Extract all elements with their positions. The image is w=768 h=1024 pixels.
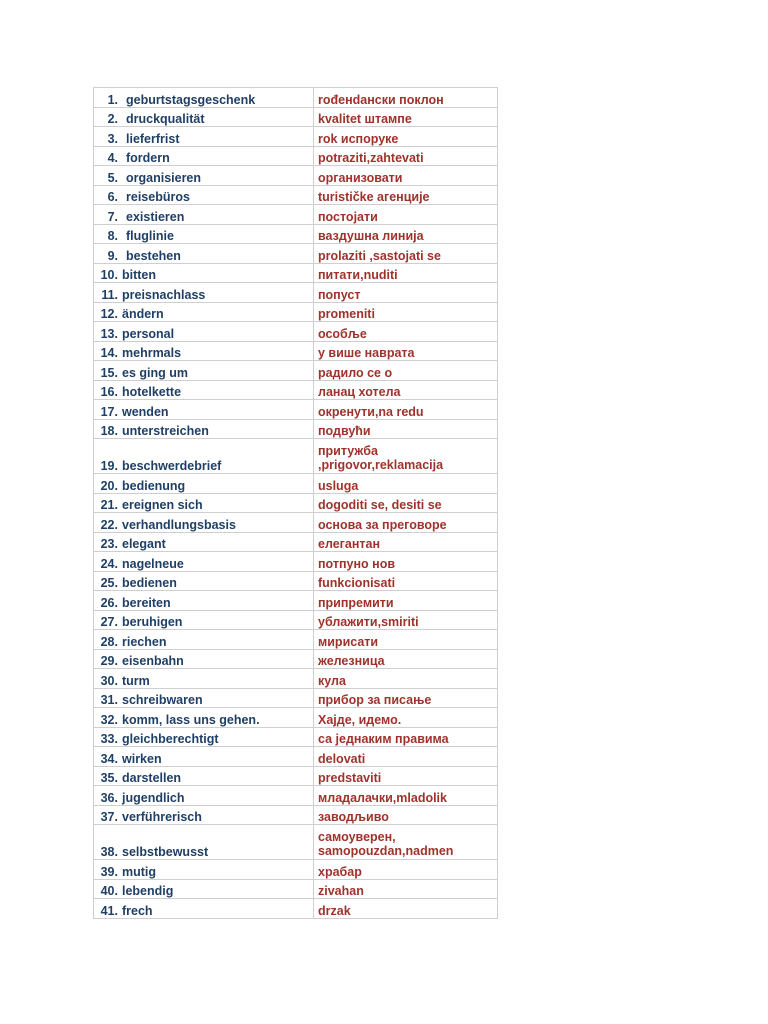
table-row xyxy=(94,474,498,494)
serbian-translation: постојати xyxy=(318,209,378,224)
row-number: 35. xyxy=(100,771,118,785)
german-word: geburtstagsgeschenk xyxy=(126,92,256,107)
german-word-cell xyxy=(94,439,314,474)
serbian-translation-cell xyxy=(314,224,498,244)
serbian-translation: мирисати xyxy=(318,634,379,649)
row-number: 25. xyxy=(100,576,118,590)
row-number: 16. xyxy=(100,385,118,399)
serbian-translation-cell xyxy=(314,283,498,303)
german-word: lieferfrist xyxy=(126,131,180,146)
row-number: 27. xyxy=(100,615,118,629)
serbian-translation-cell xyxy=(314,380,498,400)
serbian-translation-cell xyxy=(314,825,498,860)
german-word: verhandlungsbasis xyxy=(122,517,236,532)
german-word-cell xyxy=(94,224,314,244)
table-row xyxy=(94,532,498,552)
table-row xyxy=(94,146,498,166)
serbian-translation-cell xyxy=(314,513,498,533)
german-word-cell xyxy=(94,166,314,186)
serbian-translation: елегантан xyxy=(318,537,381,551)
german-word: es ging um xyxy=(122,365,188,380)
serbian-translation-cell xyxy=(314,341,498,361)
german-word-cell xyxy=(94,552,314,572)
serbian-translation: у више наврата xyxy=(318,346,415,360)
row-number: 28. xyxy=(100,634,118,649)
serbian-translation: организовати xyxy=(318,170,403,185)
table-row xyxy=(94,205,498,225)
german-word: mehrmals xyxy=(122,346,182,360)
table-row xyxy=(94,263,498,283)
german-word-cell xyxy=(94,649,314,669)
serbian-translation-cell xyxy=(314,361,498,381)
serbian-translation: usluga xyxy=(318,478,359,493)
serbian-translation: особље xyxy=(318,326,367,341)
row-number: 34. xyxy=(100,751,118,766)
serbian-translation-cell xyxy=(314,899,498,919)
german-word: personal xyxy=(122,326,175,341)
serbian-translation: Хајде, идемо. xyxy=(318,712,402,727)
table-row xyxy=(94,224,498,244)
table-row xyxy=(94,708,498,728)
serbian-translation-cell xyxy=(314,591,498,611)
table-row xyxy=(94,419,498,439)
table-row xyxy=(94,879,498,899)
table-row xyxy=(94,860,498,880)
serbian-translation: dogoditi se, desiti se xyxy=(318,498,442,512)
german-word: nagelneue xyxy=(122,556,184,571)
serbian-translation: predstaviti xyxy=(318,771,382,785)
row-number: 15. xyxy=(100,365,118,380)
table-row xyxy=(94,727,498,747)
german-word: reisebüros xyxy=(126,190,190,204)
serbian-translation: младалачки,mladolik xyxy=(318,790,447,805)
row-number: 9. xyxy=(107,248,118,263)
serbian-translation-cell xyxy=(314,688,498,708)
row-number: 32. xyxy=(100,712,118,727)
serbian-translation: delovati xyxy=(318,751,366,766)
table-row xyxy=(94,591,498,611)
serbian-translation: ублажити,smiriti xyxy=(318,615,419,629)
german-word-cell xyxy=(94,185,314,205)
german-word: riechen xyxy=(122,634,167,649)
german-word: selbstbewusst xyxy=(122,845,209,859)
german-word: gleichberechtigt xyxy=(122,732,219,746)
serbian-translation-cell xyxy=(314,552,498,572)
serbian-translation-cell xyxy=(314,146,498,166)
row-number: 29. xyxy=(100,654,118,668)
serbian-translation-cell xyxy=(314,127,498,147)
german-word-cell xyxy=(94,630,314,650)
table-row xyxy=(94,786,498,806)
row-number: 21. xyxy=(100,498,118,512)
german-word: bedienen xyxy=(122,576,177,590)
row-number: 12. xyxy=(100,307,118,321)
serbian-translation-cell xyxy=(314,669,498,689)
german-word-cell xyxy=(94,127,314,147)
german-word-cell xyxy=(94,727,314,747)
serbian-translation-cell xyxy=(314,185,498,205)
german-word-cell xyxy=(94,419,314,439)
german-word: organisieren xyxy=(126,170,202,185)
row-number: 6. xyxy=(107,190,118,204)
serbian-translation-cell xyxy=(314,493,498,513)
table-row xyxy=(94,493,498,513)
row-number: 30. xyxy=(100,673,118,688)
serbian-translation-cell xyxy=(314,532,498,552)
german-word: unterstreichen xyxy=(122,424,209,438)
german-word-cell xyxy=(94,205,314,225)
row-number: 14. xyxy=(100,346,118,360)
german-word: komm, lass uns gehen. xyxy=(122,712,260,727)
serbian-translation-cell xyxy=(314,630,498,650)
german-word-cell xyxy=(94,244,314,264)
german-word-cell xyxy=(94,88,314,108)
german-word-cell xyxy=(94,879,314,899)
row-number: 10. xyxy=(100,268,118,282)
row-number: 31. xyxy=(100,693,118,707)
german-word: bereiten xyxy=(122,595,171,610)
row-number: 38. xyxy=(100,845,118,859)
german-word-cell xyxy=(94,688,314,708)
german-word-cell xyxy=(94,747,314,767)
serbian-translation: окренути,na redu xyxy=(318,404,424,419)
row-number: 5. xyxy=(107,170,118,185)
serbian-translation: храбар xyxy=(318,864,362,879)
table-row xyxy=(94,302,498,322)
serbian-translation-cell xyxy=(314,419,498,439)
serbian-translation-cell xyxy=(314,860,498,880)
serbian-translation: основа за преговоре xyxy=(318,517,447,532)
serbian-translation: ваздушна линија xyxy=(318,229,424,243)
table-row xyxy=(94,283,498,303)
table-row xyxy=(94,400,498,420)
serbian-translation: kvalitet штампе xyxy=(318,112,412,126)
german-word: eisenbahn xyxy=(122,654,184,668)
table-row xyxy=(94,513,498,533)
vocabulary-table-body xyxy=(94,88,498,919)
serbian-translation-cell xyxy=(314,107,498,127)
table-row xyxy=(94,805,498,825)
row-number: 36. xyxy=(100,790,118,805)
german-word-cell xyxy=(94,805,314,825)
row-number: 2. xyxy=(107,112,118,126)
row-number: 7. xyxy=(107,209,118,224)
german-word-cell xyxy=(94,669,314,689)
table-row xyxy=(94,185,498,205)
german-word: bitten xyxy=(122,268,157,282)
table-row xyxy=(94,322,498,342)
row-number: 33. xyxy=(100,732,118,746)
german-word: hotelkette xyxy=(122,385,182,399)
serbian-translation: кула xyxy=(318,673,346,688)
german-word: verführerisch xyxy=(122,810,202,824)
serbian-translation: радило се о xyxy=(318,365,393,380)
german-word: frech xyxy=(122,903,153,918)
german-word-cell xyxy=(94,474,314,494)
german-word: jugendlich xyxy=(122,790,185,805)
serbian-translation: potraziti,zahtevati xyxy=(318,151,424,165)
german-word: darstellen xyxy=(122,771,182,785)
table-row xyxy=(94,571,498,591)
german-word-cell xyxy=(94,107,314,127)
serbian-translation: подвући xyxy=(318,424,371,438)
serbian-translation-cell xyxy=(314,439,498,474)
vocabulary-table xyxy=(93,87,498,919)
row-number: 17. xyxy=(100,404,118,419)
serbian-translation-cell xyxy=(314,244,498,264)
serbian-translation: потпуно нов xyxy=(318,556,396,571)
german-word-cell xyxy=(94,341,314,361)
serbian-translation: rođенdански поклон xyxy=(318,92,444,107)
serbian-translation: prolaziti ,sastojati se xyxy=(318,248,441,263)
serbian-translation: са једнаким правима xyxy=(318,732,449,746)
table-row xyxy=(94,688,498,708)
row-number: 23. xyxy=(100,537,118,551)
row-number: 13. xyxy=(100,326,118,341)
serbian-translation-cell xyxy=(314,786,498,806)
serbian-translation-cell xyxy=(314,610,498,630)
serbian-translation: прибор за писање xyxy=(318,693,432,707)
serbian-translation: promeniti xyxy=(318,307,375,321)
table-row xyxy=(94,649,498,669)
serbian-translation: funkcionisati xyxy=(318,576,396,590)
german-word: preisnachlass xyxy=(122,287,206,302)
table-row xyxy=(94,166,498,186)
row-number: 41. xyxy=(100,903,118,918)
german-word: lebendig xyxy=(122,884,174,898)
german-word-cell xyxy=(94,513,314,533)
serbian-translation-cell xyxy=(314,805,498,825)
serbian-translation: заводљиво xyxy=(318,810,389,824)
table-row xyxy=(94,439,498,474)
german-word-cell xyxy=(94,860,314,880)
row-number: 1. xyxy=(107,92,118,107)
german-word-cell xyxy=(94,532,314,552)
serbian-translation-cell xyxy=(314,766,498,786)
german-word: bestehen xyxy=(126,248,181,263)
serbian-translation: rok испоруке xyxy=(318,131,399,146)
german-word-cell xyxy=(94,708,314,728)
row-number: 11. xyxy=(101,287,118,302)
serbian-translation-cell xyxy=(314,400,498,420)
german-word: wirken xyxy=(122,751,162,766)
row-number: 4. xyxy=(107,151,118,165)
table-row xyxy=(94,630,498,650)
german-word-cell xyxy=(94,786,314,806)
row-number: 39. xyxy=(100,864,118,879)
row-number: 24. xyxy=(100,556,118,571)
table-row xyxy=(94,552,498,572)
row-number: 19. xyxy=(100,459,118,473)
serbian-translation-cell xyxy=(314,649,498,669)
row-number: 8. xyxy=(107,229,118,243)
row-number: 22. xyxy=(100,517,118,532)
german-word: fluglinie xyxy=(126,229,174,243)
serbian-translation-cell xyxy=(314,205,498,225)
german-word-cell xyxy=(94,283,314,303)
table-row xyxy=(94,380,498,400)
serbian-translation: самоуверен, samopouzdan,nadmen xyxy=(318,830,454,858)
german-word: fordern xyxy=(126,151,170,165)
serbian-translation-cell xyxy=(314,302,498,322)
table-row xyxy=(94,244,498,264)
german-word: existieren xyxy=(126,209,185,224)
serbian-translation: turističke агенције xyxy=(318,190,430,204)
serbian-translation: zivahan xyxy=(318,884,364,898)
german-word-cell xyxy=(94,571,314,591)
german-word-cell xyxy=(94,400,314,420)
serbian-translation-cell xyxy=(314,263,498,283)
serbian-translation-cell xyxy=(314,708,498,728)
german-word: wenden xyxy=(122,404,169,419)
german-word-cell xyxy=(94,610,314,630)
german-word-cell xyxy=(94,263,314,283)
german-word: bedienung xyxy=(122,478,186,493)
german-word-cell xyxy=(94,361,314,381)
german-word: ereignen sich xyxy=(122,498,203,512)
serbian-translation: притужба ,prigovor,reklamacija xyxy=(318,444,444,472)
german-word-cell xyxy=(94,380,314,400)
row-number: 18. xyxy=(100,424,118,438)
serbian-translation: припремити xyxy=(318,595,394,610)
serbian-translation-cell xyxy=(314,571,498,591)
table-row xyxy=(94,747,498,767)
row-number: 40. xyxy=(100,884,118,898)
serbian-translation-cell xyxy=(314,322,498,342)
row-number: 3. xyxy=(107,131,118,146)
german-word: druckqualität xyxy=(126,112,205,126)
german-word-cell xyxy=(94,302,314,322)
serbian-translation: железница xyxy=(318,654,385,668)
german-word-cell xyxy=(94,493,314,513)
german-word-cell xyxy=(94,146,314,166)
german-word-cell xyxy=(94,591,314,611)
serbian-translation: ланац хотела xyxy=(318,385,401,399)
german-word-cell xyxy=(94,322,314,342)
serbian-translation-cell xyxy=(314,879,498,899)
serbian-translation-cell xyxy=(314,474,498,494)
serbian-translation: drzak xyxy=(318,903,351,918)
serbian-translation: питати,nuditi xyxy=(318,268,398,282)
row-number: 20. xyxy=(100,478,118,493)
table-row xyxy=(94,361,498,381)
german-word: ändern xyxy=(122,307,164,321)
table-row xyxy=(94,899,498,919)
table-row xyxy=(94,341,498,361)
serbian-translation-cell xyxy=(314,747,498,767)
table-row xyxy=(94,107,498,127)
table-row xyxy=(94,669,498,689)
serbian-translation-cell xyxy=(314,727,498,747)
serbian-translation: попуст xyxy=(318,287,361,302)
german-word: turm xyxy=(122,673,150,688)
table-row xyxy=(94,766,498,786)
serbian-translation-cell xyxy=(314,88,498,108)
german-word: beruhigen xyxy=(122,615,183,629)
table-row xyxy=(94,88,498,108)
serbian-translation-cell xyxy=(314,166,498,186)
german-word-cell xyxy=(94,766,314,786)
german-word: schreibwaren xyxy=(122,693,203,707)
table-row xyxy=(94,127,498,147)
german-word: mutig xyxy=(122,864,157,879)
german-word-cell xyxy=(94,899,314,919)
table-row xyxy=(94,825,498,860)
german-word: elegant xyxy=(122,537,166,551)
german-word-cell xyxy=(94,825,314,860)
row-number: 26. xyxy=(100,595,118,610)
row-number: 37. xyxy=(100,810,118,824)
german-word: beschwerdebrief xyxy=(122,459,222,473)
table-row xyxy=(94,610,498,630)
